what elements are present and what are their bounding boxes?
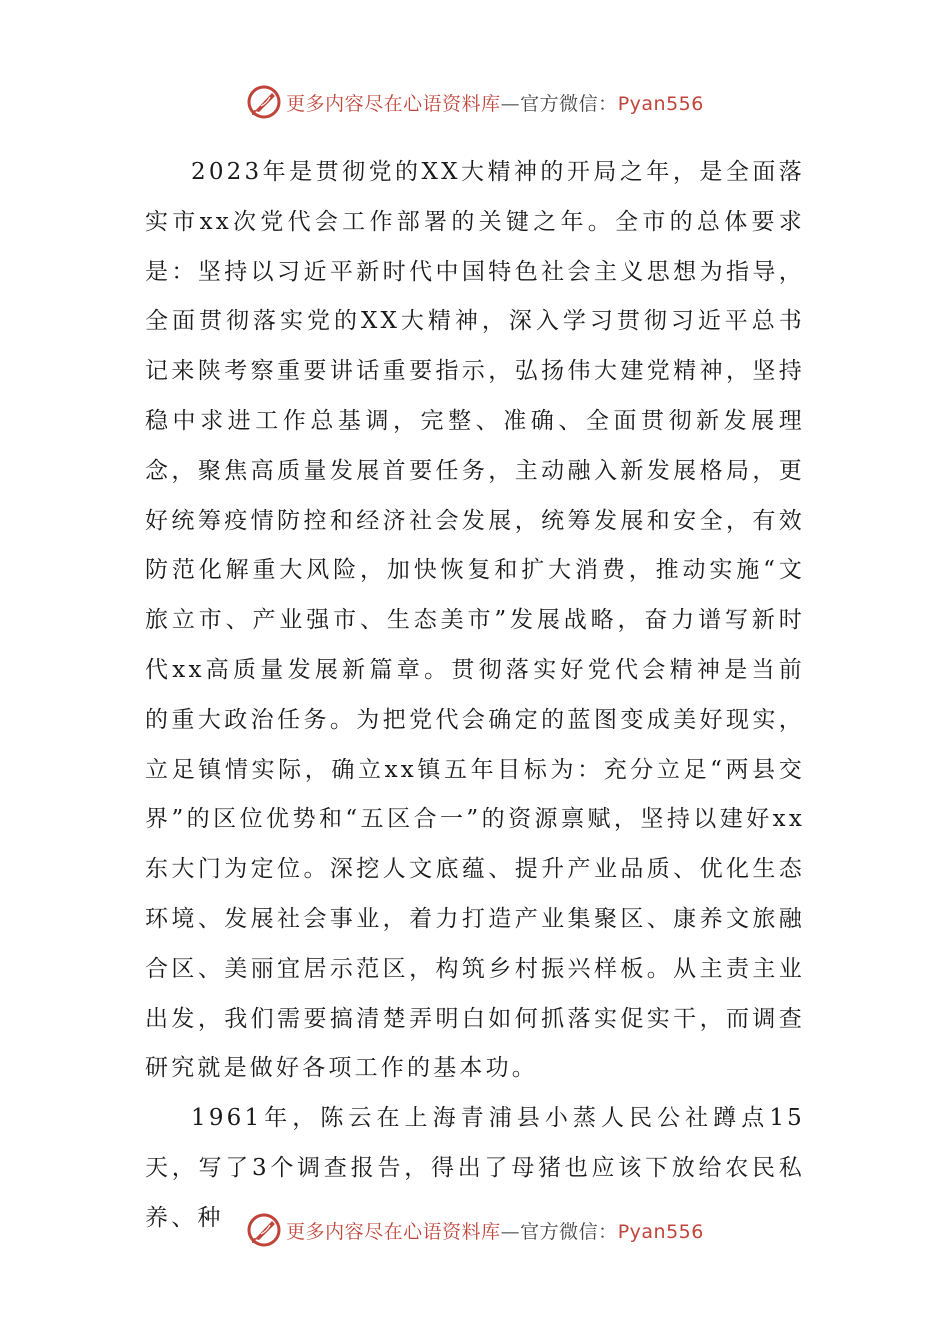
paragraph-2: 1961年，陈云在上海青浦县小蒸人民公社蹲点15天，写了3个调查报告，得出了母猪也应该下放给农民私养、种 [145,1105,805,1231]
header-separator: — [500,92,521,115]
quill-logo-icon [246,84,282,120]
paragraph-1: 2023年是贯彻党的XX大精神的开局之年，是全面落实市xx次党代会工作部署的关键之年。全市的总体要求是：坚持以习近平新时代中国特色社会主义思想为指导，全面贯彻落实党的XX大精神，深入学习贯彻习近平总书记来陕考察重要讲话重要指示，弘扬伟大建党精神，坚持稳中求进工作总基调，完整、准确、全面贯彻新发展理念，聚焦高质量发展首要任务，主动融入新发展格局，更好统筹疫情防控和经济社会发展，统筹发展和安全，有效防范化解重大风险，加快恢复和扩大消费，推动实施“文旅立市、产业强市、生态美市”发展战略，奋力谱写新时代xx高质量发展新篇章。贯彻落实好党代会精神是当前的重大政治任务。为把党代会确定的蓝图变成美好现实，立足镇情实际，确立xx镇五年目标为：充分立足“两县交界”的区位优势和“五区合一”的资源禀赋，坚持以建好xx东大门为定位。深挖人文底蕴、提升产业品质、优化生态环境、发展社会事业，着力打造产业集聚区、康养文旅融合区、美丽宜居示范区，构筑乡村振兴样板。从主责主业出发，我们需要搞清楚弄明白如何抓落实促实干，而调查研究就是做好各项工作的基本功。 [145,159,805,1082]
footer-banner [0,1208,950,1252]
header-text [286,89,704,116]
footer-site-name: 更多内容尽在心语资料库 [286,1220,501,1243]
footer-separator: — [500,1220,521,1243]
footer-wechat-label: 官方微信： [520,1220,618,1243]
quill-logo-icon [246,1212,282,1248]
header-wechat-id: Pyan556 [617,92,704,115]
footer-text [286,1217,704,1244]
footer-wechat-id: Pyan556 [617,1220,704,1243]
document-body [145,148,805,1244]
header-wechat-label: 官方微信： [520,92,618,115]
header-site-name: 更多内容尽在心语资料库 [286,92,501,115]
header-banner [0,80,950,124]
